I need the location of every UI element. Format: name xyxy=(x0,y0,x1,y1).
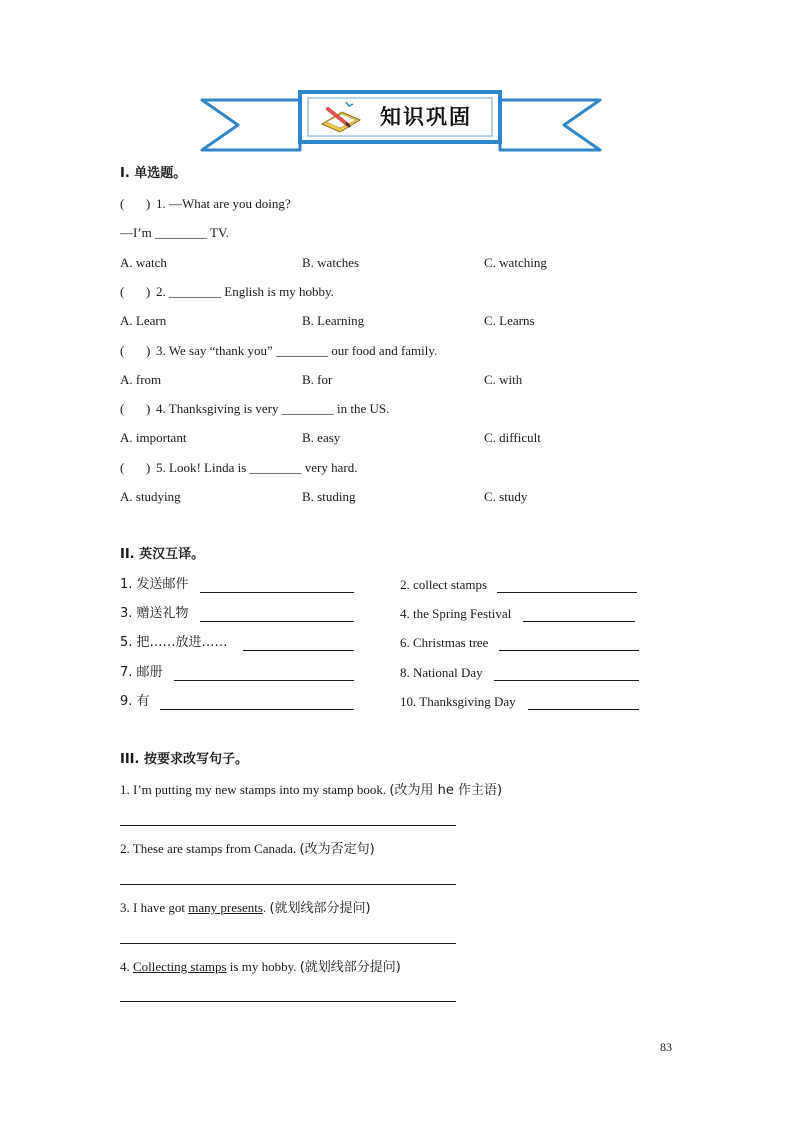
question-4-option-a: A. important xyxy=(120,430,187,445)
answer-blank xyxy=(528,709,639,710)
section-1-heading: I. 单选题。 xyxy=(120,166,187,181)
question-1-paren-open: ( xyxy=(120,196,125,211)
translation-item-8: 8. National Day xyxy=(400,665,483,680)
rewrite-item-2-note: (改为否定句) xyxy=(299,842,375,857)
question-1-option-a: A. watch xyxy=(120,255,167,270)
question-1-option-b: B. watches xyxy=(302,255,360,270)
translation-item-5: 5. 把……放进…… xyxy=(120,635,228,650)
answer-blank xyxy=(499,650,639,651)
answer-blank xyxy=(200,592,354,593)
question-2-option-b: B. Learning xyxy=(302,313,365,328)
question-4-option-c: C. difficult xyxy=(484,430,541,445)
pencil-notebook-icon xyxy=(318,100,364,134)
banner-title: 知识巩固 xyxy=(380,105,472,129)
rewrite-item-4 xyxy=(120,959,401,976)
page-number: 83 xyxy=(660,1040,672,1054)
answer-blank xyxy=(523,621,635,622)
question-2-option-a: A. Learn xyxy=(120,313,167,328)
rewrite-item-4-note: (就划线部分提问) xyxy=(299,960,401,975)
rewrite-item-3-text-end: . xyxy=(262,900,270,915)
answer-blank xyxy=(243,650,354,651)
question-1-prompt-line-2: —I’m ________ TV. xyxy=(120,225,229,240)
answer-line xyxy=(120,1001,456,1002)
question-2-option-c: C. Learns xyxy=(484,313,535,328)
rewrite-item-4-text: 4. xyxy=(120,959,133,974)
question-5-paren-close: ) xyxy=(146,460,151,475)
question-4-prompt: 4. Thanksgiving is very ________ in the US. xyxy=(156,401,390,416)
question-4-paren-close: ) xyxy=(146,401,151,416)
question-1-prompt: 1. —What are you doing? xyxy=(156,196,291,211)
question-3-option-c: C. with xyxy=(484,372,523,387)
question-1-paren-close: ) xyxy=(146,196,151,211)
question-5-option-c: C. study xyxy=(484,489,528,504)
translation-item-9: 9. 有 xyxy=(120,694,150,709)
translation-item-10: 10. Thanksgiving Day xyxy=(400,694,516,709)
rewrite-item-1 xyxy=(120,782,502,799)
question-2-prompt: 2. ________ English is my hobby. xyxy=(156,284,334,299)
rewrite-item-3-text: 3. I have got xyxy=(120,900,189,915)
question-3-paren-close: ) xyxy=(146,343,151,358)
rewrite-item-4-text-end: is my hobby. xyxy=(226,959,300,974)
question-3-option-b: B. for xyxy=(302,372,333,387)
question-2-paren-close: ) xyxy=(146,284,151,299)
answer-line xyxy=(120,943,456,944)
translation-item-4: 4. the Spring Festival xyxy=(400,606,512,621)
translation-item-3: 3. 赠送礼物 xyxy=(120,606,189,621)
rewrite-item-1-note: (改为用 he 作主语) xyxy=(389,783,503,798)
question-2-paren-open: ( xyxy=(120,284,125,299)
question-1-option-c: C. watching xyxy=(484,255,547,270)
answer-blank xyxy=(497,592,637,593)
question-5-option-b: B. studing xyxy=(302,489,356,504)
answer-blank xyxy=(494,680,639,681)
answer-line xyxy=(120,825,456,826)
translation-item-6: 6. Christmas tree xyxy=(400,635,489,650)
answer-blank xyxy=(200,621,354,622)
rewrite-item-2-text: 2. These are stamps from Canada. xyxy=(120,841,300,856)
translation-item-7: 7. 邮册 xyxy=(120,665,163,680)
translation-item-2: 2. collect stamps xyxy=(400,577,488,592)
rewrite-item-2 xyxy=(120,841,375,858)
section-2-heading: II. 英汉互译。 xyxy=(120,547,205,562)
rewrite-item-4-underlined: Collecting stamps xyxy=(133,959,227,974)
question-3-option-a: A. from xyxy=(120,372,162,387)
question-4-paren-open: ( xyxy=(120,401,125,416)
question-3-prompt: 3. We say “thank you” ________ our food and family. xyxy=(156,343,438,358)
rewrite-item-3-note: (就划线部分提问) xyxy=(269,901,371,916)
question-5-paren-open: ( xyxy=(120,460,125,475)
question-4-option-b: B. easy xyxy=(302,430,341,445)
section-3-heading: III. 按要求改写句子。 xyxy=(120,752,248,767)
question-5-option-a: A. studying xyxy=(120,489,181,504)
answer-blank xyxy=(160,709,354,710)
question-5-prompt: 5. Look! Linda is ________ very hard. xyxy=(156,460,358,475)
rewrite-item-1-text: 1. I’m putting my new stamps into my stamp book. xyxy=(120,782,390,797)
rewrite-item-3 xyxy=(120,900,371,917)
translation-item-1: 1. 发送邮件 xyxy=(120,577,189,592)
answer-line xyxy=(120,884,456,885)
rewrite-item-3-underlined: many presents xyxy=(188,900,263,915)
answer-blank xyxy=(174,680,354,681)
question-3-paren-open: ( xyxy=(120,343,125,358)
